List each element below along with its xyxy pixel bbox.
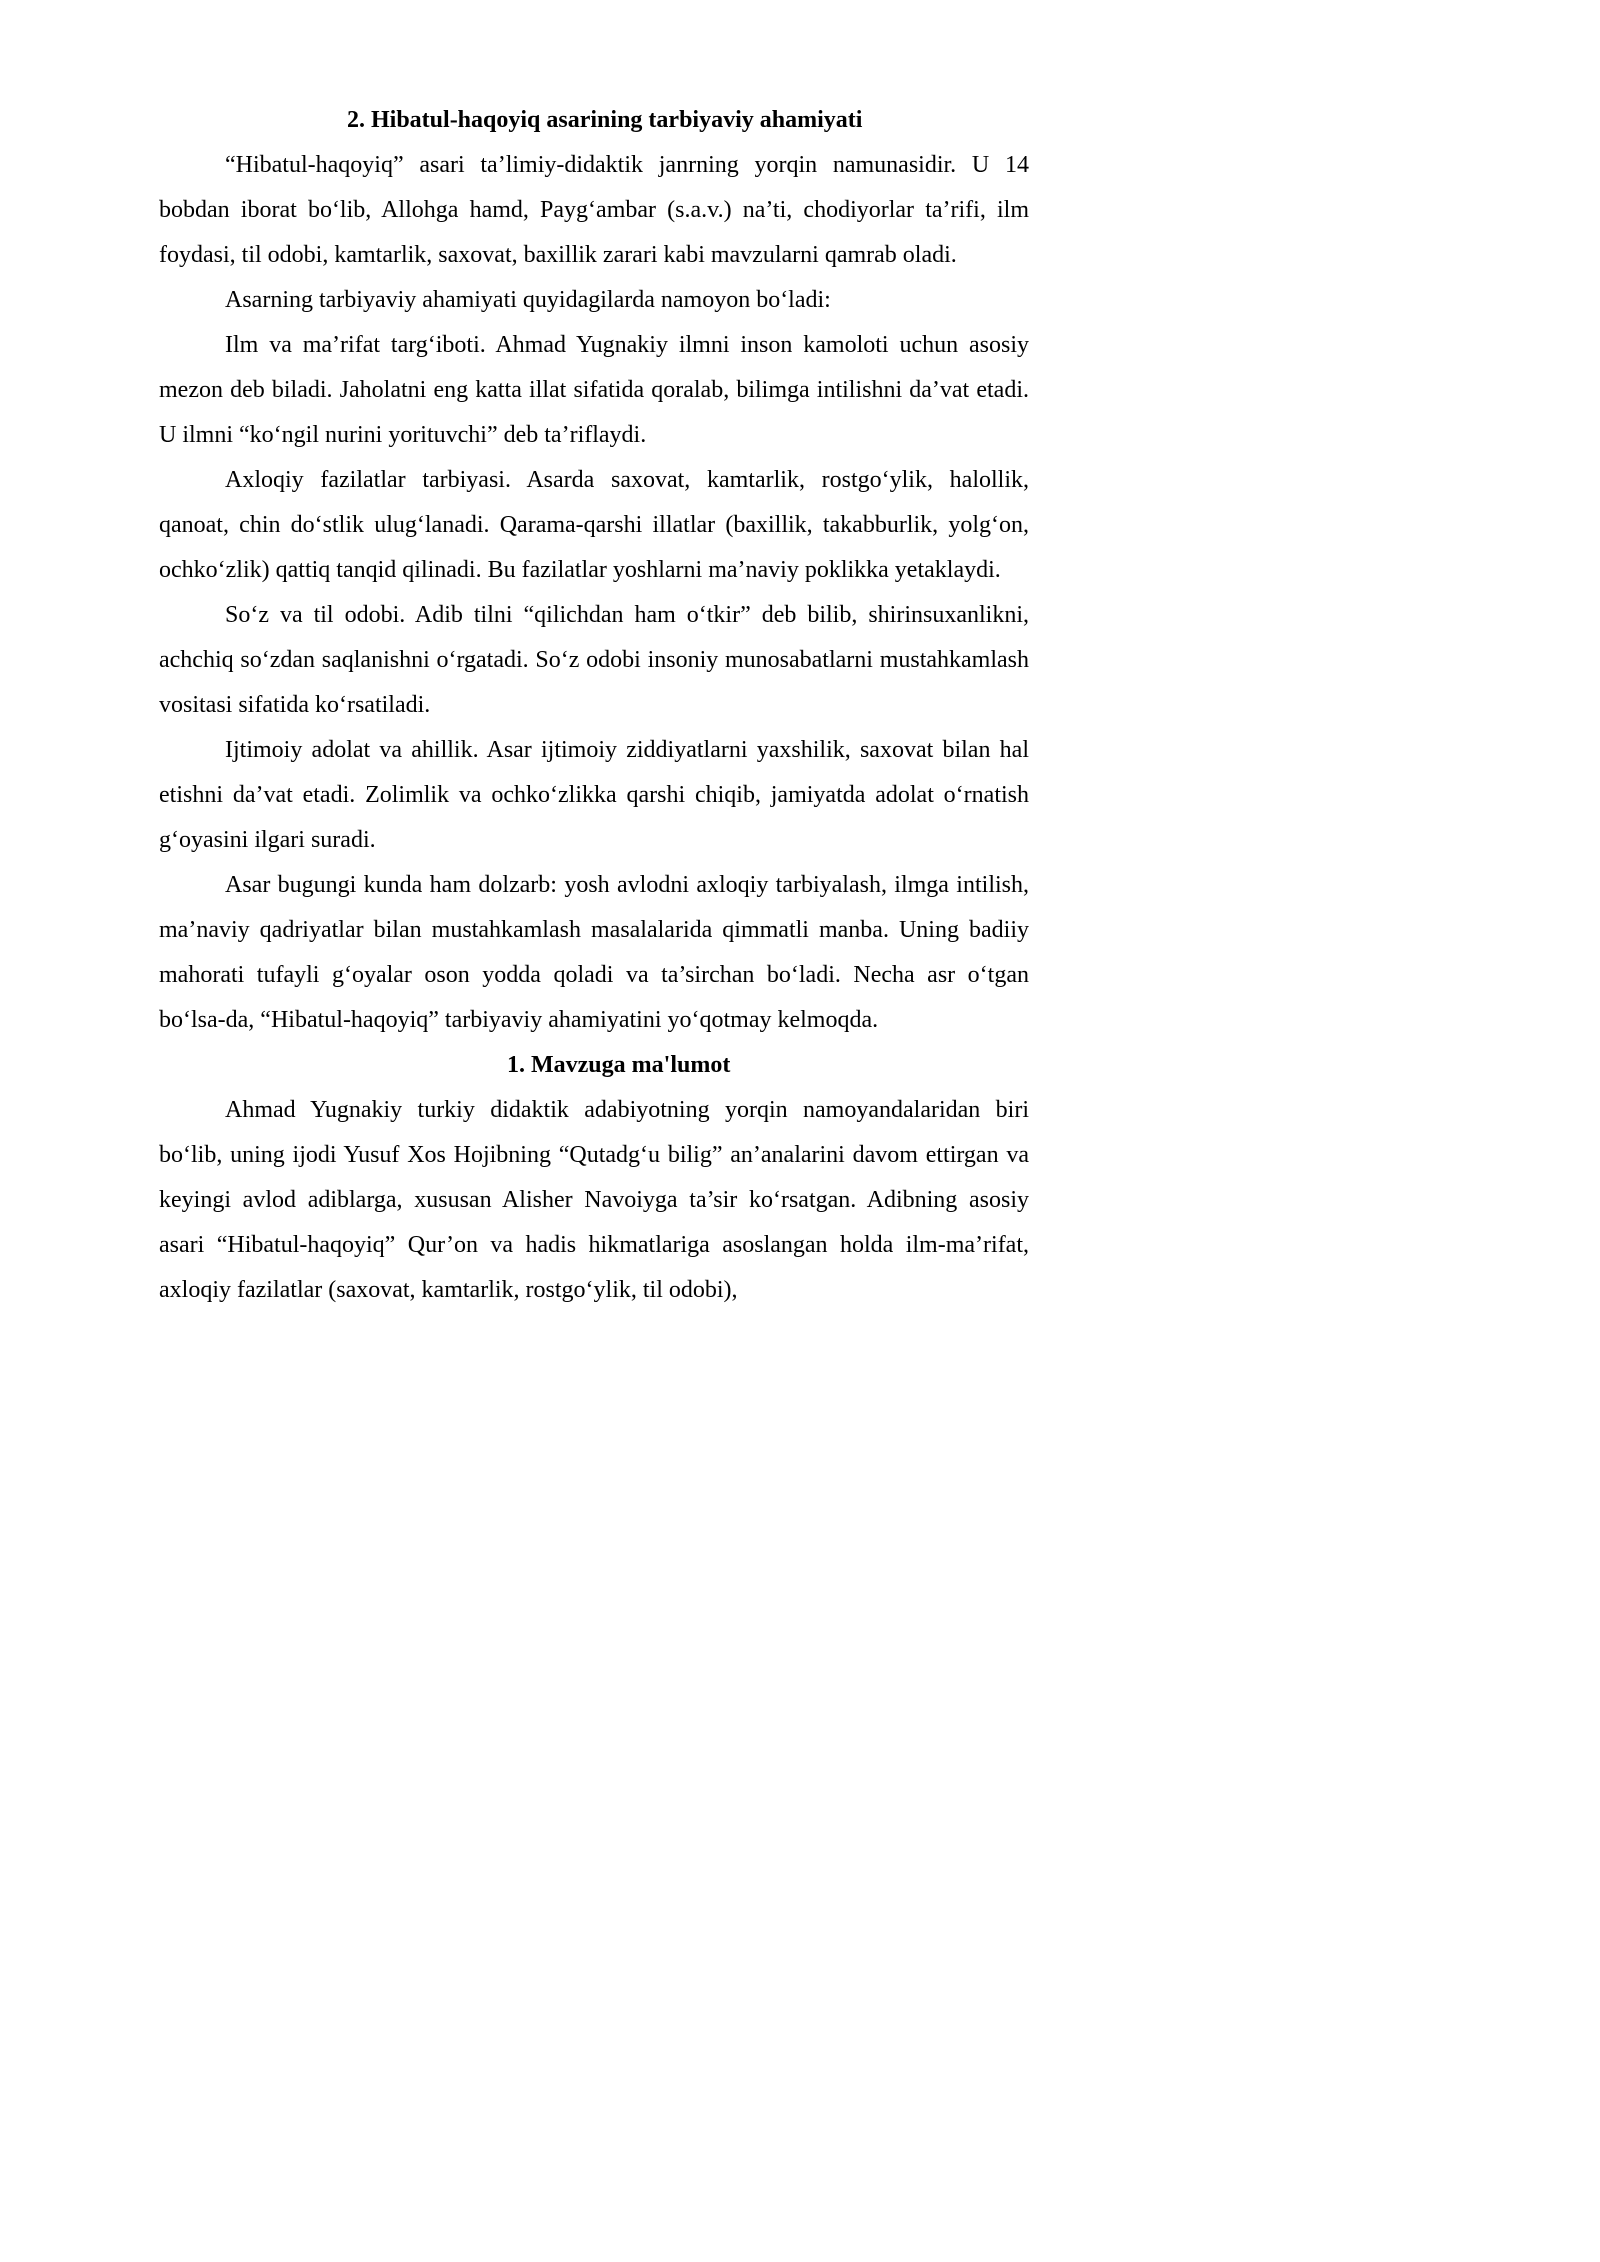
paragraph: Ahmad Yugnakiy turkiy didaktik adabiyotning yorqin namoyandalaridan biri bo‘lib, uning ijodi Yusuf Xos Hojibning “Qutadg‘u bilig” an’analarini davom ettirgan va keyingi avlod adiblarga, xususan Alisher Navoiyga ta’sir ko‘rsatgan. Adibning asosiy asari “Hibatul-haqoyiq” Qur’on va hadis hikmatlariga asoslangan holda ilm-ma’rifat, axloqiy fazilatlar (saxovat, kamtarlik, rostgo‘ylik, til odobi), xyxy=(159,1097,1029,1303)
paragraph: Asarning tarbiyaviy ahamiyati quyidagilarda namoyon bo‘ladi: xyxy=(225,287,831,313)
paragraph: Axloqiy fazilatlar tarbiyasi. Asarda saxovat, kamtarlik, rostgo‘ylik, halollik, qanoat, chin do‘stlik ulug‘lanadi. Qarama-qarshi illatlar (baxillik, takabburlik, yolg‘on, ochko‘zlik) qattiq tanqid qilinadi. Bu fazilatlar yoshlarni ma’naviy poklikka yetaklaydi. xyxy=(159,467,1029,583)
section-title: 1. Mavzuga ma'lumot xyxy=(507,1052,731,1078)
section-title: 2. Hibatul-haqoyiq asarining tarbiyaviy ahamiyati xyxy=(347,107,863,133)
paragraph: “Hibatul-haqoyiq” asari ta’limiy-didaktik janrning yorqin namunasidir. U 14 bobdan iborat bo‘lib, Allohga hamd, Payg‘ambar (s.a.v.) na’ti, chodiyorlar ta’rifi, ilm foydasi, til odobi, kamtarlik, saxovat, baxillik zarari kabi mavzularni qamrab oladi. xyxy=(159,152,1029,268)
paragraph: Asar bugungi kunda ham dolzarb: yosh avlodni axloqiy tarbiyalash, ilmga intilish, ma’naviy qadriyatlar bilan mustahkamlash masalalarida qimmatli manba. Uning badiiy mahorati tufayli g‘oyalar oson yodda qoladi va ta’sirchan bo‘ladi. Necha asr o‘tgan bo‘lsa-da, “Hibatul-haqoyiq” tarbiyaviy ahamiyatini yo‘qotmay kelmoqda. xyxy=(159,872,1029,1033)
paragraph: So‘z va til odobi. Adib tilni “qilichdan ham o‘tkir” deb bilib, shirinsuxanlikni, achchiq so‘zdan saqlanishni o‘rgatadi. So‘z odobi insoniy munosabatlarni mustahkamlash vositasi sifatida ko‘rsatiladi. xyxy=(159,602,1029,718)
paragraph: Ilm va ma’rifat targ‘iboti. Ahmad Yugnakiy ilmni inson kamoloti uchun asosiy mezon deb biladi. Jaholatni eng katta illat sifatida qoralab, bilimga intilishni da’vat etadi. U ilmni “ko‘ngil nurini yorituvchi” deb ta’riflaydi. xyxy=(159,332,1029,448)
document-page xyxy=(159,98,1029,1313)
paragraph: Ijtimoiy adolat va ahillik. Asar ijtimoiy ziddiyatlarni yaxshilik, saxovat bilan hal etishni da’vat etadi. Zolimlik va ochko‘zlikka qarshi chiqib, jamiyatda adolat o‘rnatish g‘oyasini ilgari suradi. xyxy=(159,737,1029,853)
